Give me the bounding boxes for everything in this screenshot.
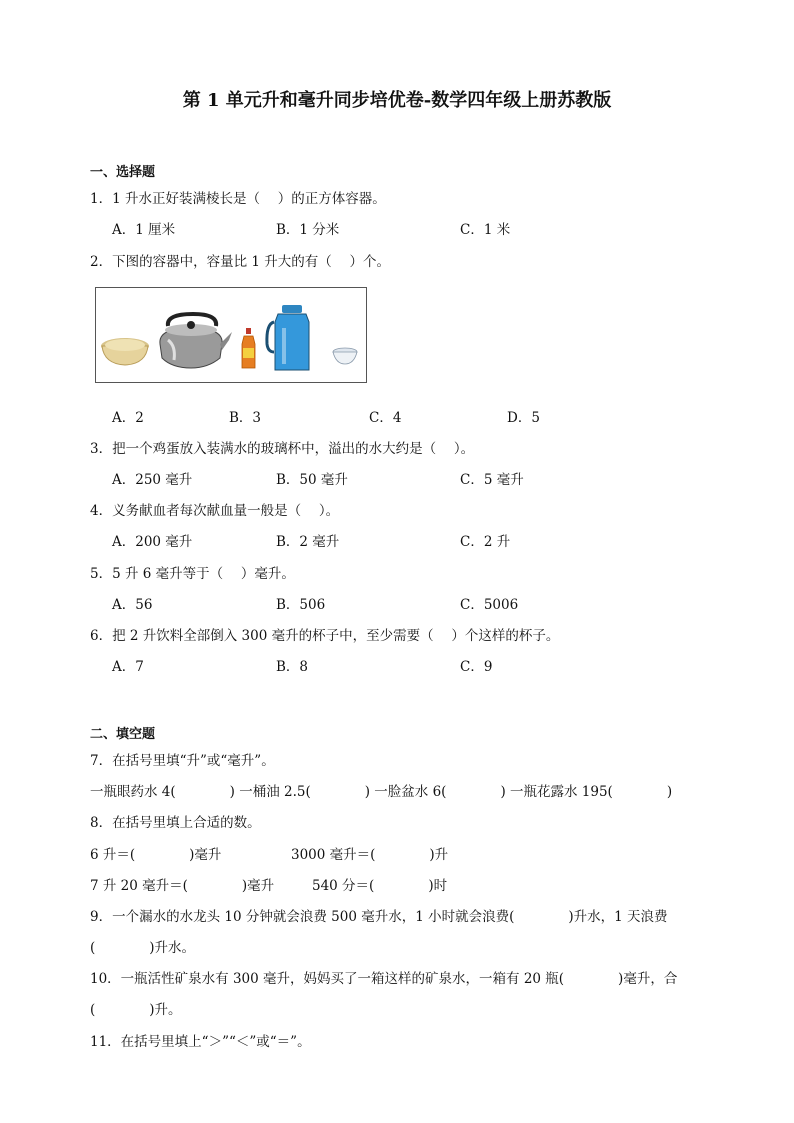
question-8-stem: 8．在括号里填上合适的数。	[90, 815, 261, 831]
section-heading-fill-blank: 二、填空题	[90, 727, 156, 742]
question-3-option-b: B．50 毫升	[276, 472, 348, 488]
question-3-option-a: A．250 毫升	[112, 472, 193, 488]
question-6-option-b: B．8	[276, 659, 309, 675]
question-9-line-2: ( )升水。	[90, 940, 196, 956]
question-4-option-c: C．2 升	[460, 534, 511, 550]
question-5-option-b: B．506	[276, 597, 326, 613]
question-10-line-2: ( )升。	[90, 1002, 182, 1018]
question-6-option-a: A．7	[112, 659, 144, 675]
containers-illustration	[96, 288, 368, 384]
question-2-option-a: A．2	[112, 410, 144, 426]
question-6-stem: 6．把 2 升饮料全部倒入 300 毫升的杯子中，至少需要（ ）个这样的杯子。	[90, 628, 560, 644]
question-4-stem: 4．义务献血者每次献血量一般是（ ）。	[90, 503, 340, 519]
question-11-stem: 11．在括号里填上“＞”“＜”或“＝”。	[90, 1034, 311, 1050]
question-10-line-1: 10．一瓶活性矿泉水有 300 毫升，妈妈买了一箱这样的矿泉水，一箱有 20 瓶( )毫升，合	[90, 971, 678, 987]
question-8-item-2: 3000 毫升＝( )升	[291, 847, 449, 863]
juice-bottle-icon	[242, 328, 255, 368]
question-2-option-c: C．4	[369, 410, 402, 426]
question-9-line-1: 9．一个漏水的水龙头 10 分钟就会浪费 500 毫升水，1 小时就会浪费( )升水，1 天浪费	[90, 909, 668, 925]
containers-figure	[95, 287, 367, 383]
question-2-option-d: D．5	[507, 410, 540, 426]
question-7-stem: 7．在括号里填“升”或“毫升”。	[90, 753, 275, 769]
question-4-option-b: B．2 毫升	[276, 534, 340, 550]
question-6-option-c: C．9	[460, 659, 493, 675]
kettle-icon	[160, 314, 232, 368]
thermos-icon	[267, 305, 309, 370]
question-1-option-b: B．1 分米	[276, 222, 340, 238]
section-heading-choice: 一、选择题	[90, 165, 156, 180]
question-1-option-c: C．1 米	[460, 222, 511, 238]
question-5-option-c: C．5006	[460, 597, 519, 613]
question-1-stem: 1．1 升水正好装满棱长是（ ）的正方体容器。	[90, 191, 386, 207]
question-3-option-c: C．5 毫升	[460, 472, 524, 488]
small-bowl-icon	[333, 348, 357, 364]
question-5-stem: 5．5 升 6 毫升等于（ ）毫升。	[90, 566, 295, 582]
question-3-stem: 3．把一个鸡蛋放入装满水的玻璃杯中，溢出的水大约是（ ）。	[90, 441, 475, 457]
page-title: 第 1 单元升和毫升同步培优卷-数学四年级上册苏教版	[182, 90, 612, 111]
question-2-option-b: B．3	[229, 410, 262, 426]
question-2-stem: 2．下图的容器中，容量比 1 升大的有（ ）个。	[90, 254, 391, 270]
covered-bowl-icon	[101, 338, 149, 365]
question-8-item-4: 540 分＝( )时	[312, 878, 448, 894]
question-4-option-a: A．200 毫升	[112, 534, 193, 550]
question-7-line: 一瓶眼药水 4( ) 一桶油 2.5( ) 一脸盆水 6( ) 一瓶花露水 195( )	[90, 784, 673, 800]
question-8-item-3: 7 升 20 毫升＝( )毫升	[90, 878, 275, 894]
question-8-item-1: 6 升＝( )毫升	[90, 847, 222, 863]
question-1-option-a: A．1 厘米	[112, 222, 176, 238]
question-5-option-a: A．56	[112, 597, 153, 613]
